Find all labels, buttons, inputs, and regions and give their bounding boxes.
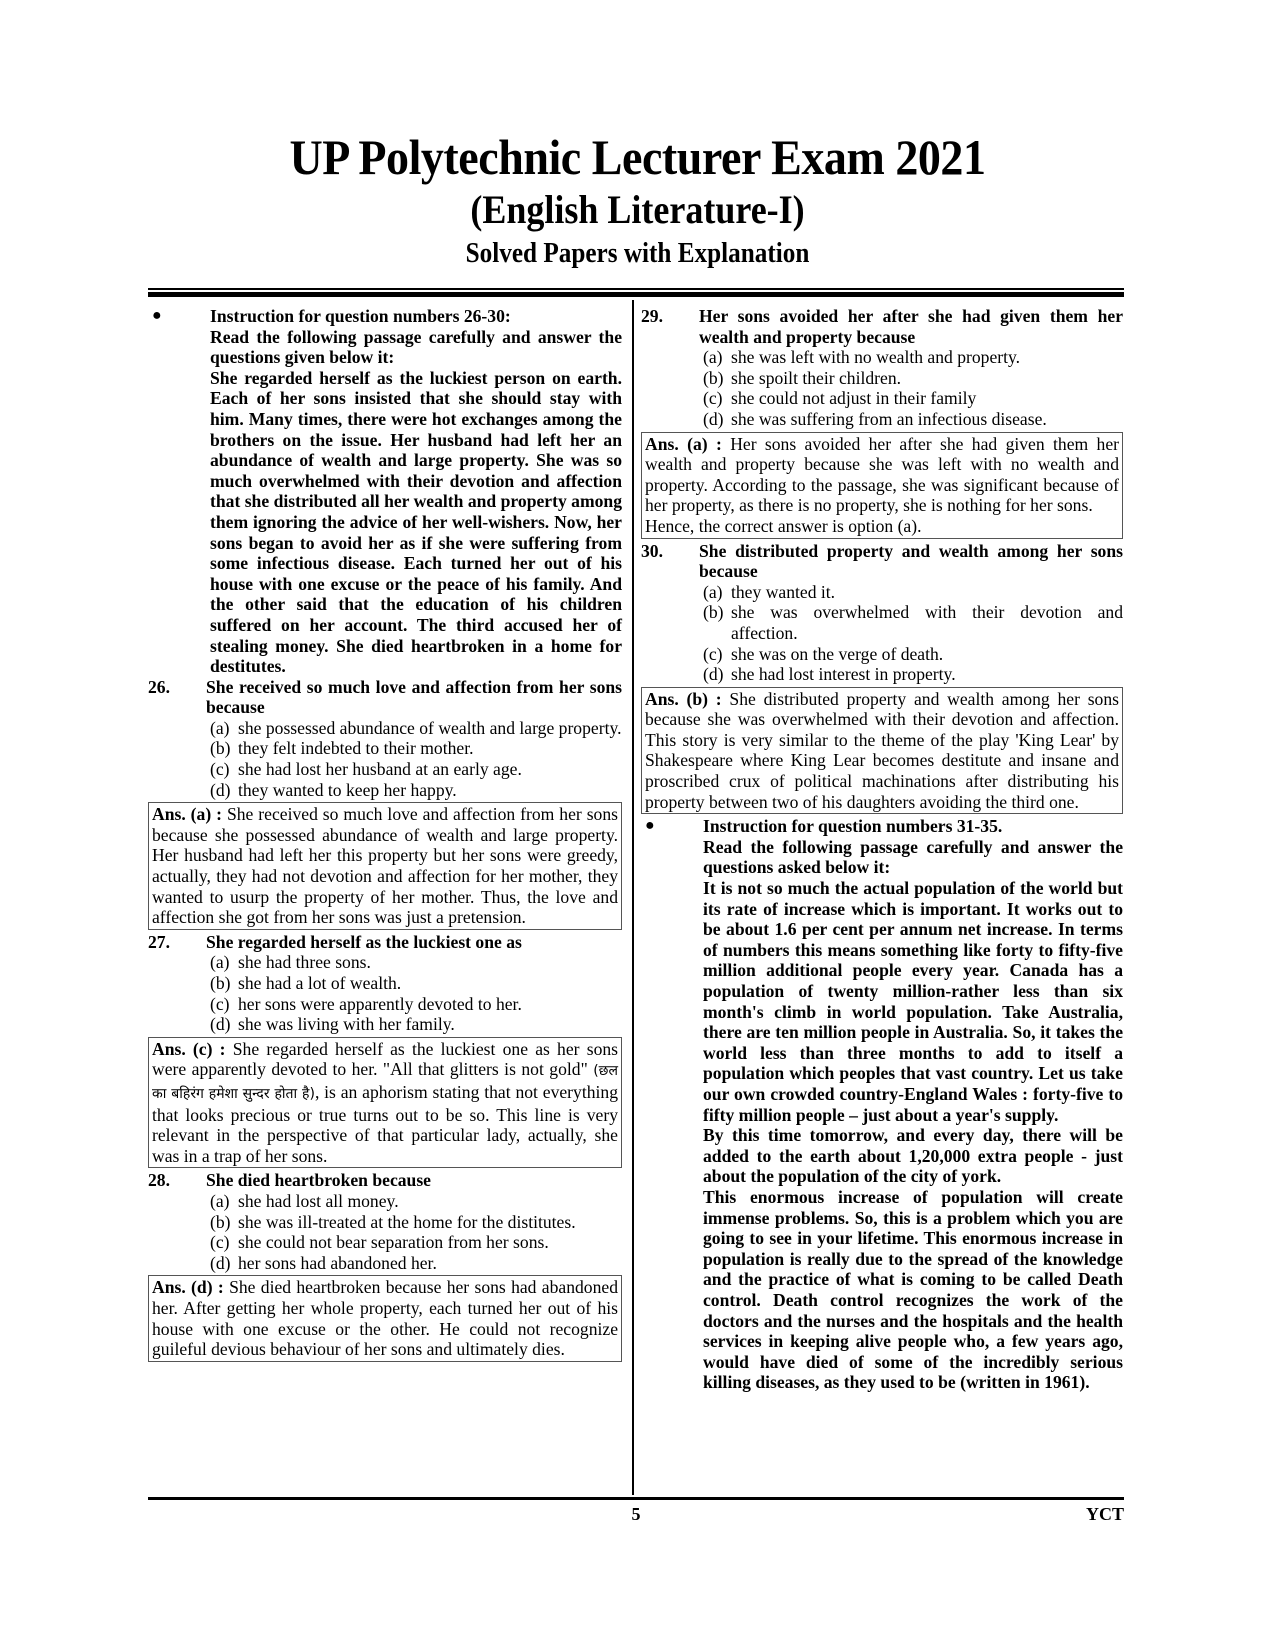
bullet-icon: ● [152, 307, 162, 324]
bullet-icon: ● [645, 817, 655, 835]
option-text: she had lost her husband at an early age. [238, 759, 522, 780]
option-key: (d) [210, 779, 231, 800]
answer-label: Ans. (a) : [645, 433, 722, 454]
option-key: (d) [703, 664, 724, 685]
option-a [641, 582, 1123, 603]
footer-rule [148, 1497, 1124, 1500]
option-b [148, 1212, 622, 1233]
column-divider [632, 300, 634, 1495]
answer-text: Her sons avoided her after she had given them her wealth and property because she was left with no wealth and property. According to the passage, she was significant because of her property, as there is no property, she is nothing for her sons. [645, 433, 1120, 516]
option-text: she had lost interest in property. [731, 664, 956, 685]
option-text: her sons were apparently devoted to her. [238, 993, 522, 1014]
option-text: she could not adjust in their family [731, 388, 977, 409]
option-a [148, 1191, 622, 1212]
header-rule [148, 288, 1124, 298]
page-footer [148, 1504, 1124, 1534]
option-a [148, 952, 622, 973]
passage-1 [148, 306, 622, 677]
option-key: (a) [210, 952, 230, 973]
answer-text: She received so much love and affection from her sons because she possessed abundance of wealth and large property. Her husband had left her this property but her sons were greedy, actually, they had not devotion and affection for her mother, they wanted to usurp the property of her mother. Thus, the love and affection she got from her sons was just a pretension. [152, 804, 618, 928]
option-c [148, 1232, 622, 1253]
passage-2-paragraph: This enormous increase of population will create immense problems. So, this is a problem which you are going to see in your lifetime. This enormous increase in population is really due to the spread of the knowledge and the practice of what is coming to be called Death control. Death control recognizes the work of the doctors and the nurses and the hospitals and the health services in keeping alive people who, a few years ago, would have died of some of the incredibly serious killing diseases, as they used to be (written in 1961). [703, 1186, 1123, 1393]
option-text: she could not bear separation from her sons. [238, 1232, 549, 1253]
question-29 [641, 306, 1123, 539]
option-c [641, 388, 1123, 409]
answer-text: She regarded herself as the luckiest one as her sons were apparently devoted to her. "All that glitters is not gold" [152, 1038, 619, 1080]
option-text: they felt indebted to their mother. [238, 738, 474, 759]
option-key: (b) [210, 1211, 231, 1232]
option-key: (c) [210, 759, 230, 780]
option-key: (a) [703, 581, 723, 602]
passage-2 [641, 816, 1123, 1393]
answer-box [148, 1275, 622, 1361]
passage-1-instruction: Instruction for question numbers 26-30: [210, 306, 511, 326]
page-tagline: Solved Papers with Explanation [465, 238, 810, 269]
option-key: (a) [210, 1190, 230, 1211]
option-b [148, 973, 622, 994]
question-number: 26. [148, 676, 170, 697]
option-key: (a) [703, 347, 723, 368]
question-number: 30. [641, 540, 663, 561]
option-key: (b) [210, 738, 231, 759]
option-text: she was suffering from an infectious disease. [731, 408, 1047, 429]
header-rule-thick [148, 292, 1124, 297]
option-key: (c) [703, 643, 723, 664]
page-number: 5 [631, 1504, 641, 1524]
answer-hindi-text: (छल का बहिरंग हमेशा सुन्दर होता है) [152, 1063, 618, 1102]
option-c [641, 644, 1123, 665]
option-c [148, 994, 622, 1015]
option-text: she was ill-treated at the home for the distitutes. [238, 1211, 576, 1232]
answer-box [148, 802, 622, 930]
option-d [641, 409, 1123, 430]
option-b [641, 368, 1123, 389]
option-key: (c) [210, 1232, 230, 1253]
option-text: she possessed abundance of wealth and large property. [238, 717, 622, 738]
option-key: (b) [703, 367, 724, 388]
option-key: (b) [703, 602, 724, 623]
option-text: she was living with her family. [238, 1014, 455, 1035]
option-text: she was left with no wealth and property. [731, 347, 1021, 368]
answer-text-continued: , is an aphorism stating that not everything that looks precious or true turns out to be so. This line is very relevant in the perspective of that particular lady, actually, she was in a trap of her sons. [152, 1081, 618, 1166]
option-d [148, 1253, 622, 1274]
page-title: UP Polytechnic Lecturer Exam 2021 [289, 129, 986, 185]
answer-text: She distributed property and wealth among her sons because she was overwhelmed with their devotion and affection. This story is very similar to the theme of the play 'King Lear' by Shakespeare where King Lear becomes destitute and insane and proscribed crux of political machinations after distributing his property between two of his daughters avoiding the third one. [645, 688, 1119, 812]
option-d [148, 1014, 622, 1035]
answer-label: Ans. (b) : [645, 688, 722, 709]
passage-2-instruction: Instruction for question numbers 31-35. [703, 816, 1003, 837]
option-key: (d) [703, 408, 724, 429]
question-30 [641, 541, 1123, 815]
answer-box [148, 1037, 622, 1169]
option-key: (a) [210, 717, 230, 738]
question-text: She received so much love and affection from her sons because [206, 676, 622, 718]
option-key: (d) [210, 1252, 231, 1273]
answer-label: Ans. (a) : [152, 804, 222, 825]
option-key: (d) [210, 1014, 231, 1035]
question-number: 29. [641, 306, 663, 326]
option-text: she was on the verge of death. [731, 643, 944, 664]
question-text: She died heartbroken because [206, 1170, 431, 1191]
question-text: She distributed property and wealth among her sons because [699, 540, 1123, 582]
option-key: (c) [210, 993, 230, 1014]
passage-2-directive: Read the following passage carefully and answer the questions asked below it: [703, 836, 1123, 878]
question-number: 28. [148, 1170, 170, 1191]
page-header [0, 128, 1275, 272]
option-text: she had lost all money. [238, 1190, 399, 1211]
question-text: Her sons avoided her after she had given them her wealth and property because [699, 306, 1123, 347]
option-text: her sons had abandoned her. [238, 1252, 437, 1273]
option-d [641, 664, 1123, 685]
publisher-brand: YCT [1085, 1504, 1124, 1524]
question-text: She regarded herself as the luckiest one as [206, 931, 522, 952]
page-subtitle: (English Literature-I) [470, 187, 805, 232]
option-text: they wanted it. [731, 581, 836, 602]
option-text: she had a lot of wealth. [238, 973, 402, 993]
option-a [641, 347, 1123, 368]
question-26 [148, 677, 622, 930]
answer-text: She died heartbroken because her sons had abandoned her. After getting her whole property, each turned her out of his house with one excuse or the other. He could not recognize guileful devious behaviour of her sons and ultimately dies. [152, 1277, 618, 1360]
option-text: they wanted to keep her happy. [238, 779, 457, 800]
option-d [148, 780, 622, 801]
question-number: 27. [148, 931, 170, 952]
question-28 [148, 1170, 622, 1361]
passage-2-paragraph: It is not so much the actual population of the world but its rate of increase which is important. It works out to be about 1.6 per cent per annum net increase. In terms of numbers this means something like forty to fifty-five million additional people every year. Canada has a population of twenty million-rather less than six month's climb in world population. Take Australia, there are ten million people in Australia. So, it takes the world less than three months to add to itself a population which peoples that vast country. Let us take our own crowded country-England Wales : forty-five to fifty million people – just about a year's supply. [703, 878, 1123, 1125]
option-a [148, 718, 622, 739]
right-column [641, 306, 1123, 1393]
option-text: she had three sons. [238, 952, 371, 973]
option-b [641, 602, 1123, 643]
header-rule-thin [148, 288, 1124, 290]
answer-label: Ans. (d) : [152, 1277, 224, 1298]
answer-label: Ans. (c) : [152, 1038, 226, 1059]
answer-box [641, 432, 1123, 539]
option-c [148, 759, 622, 780]
question-27 [148, 932, 622, 1169]
passage-1-text: She regarded herself as the luckiest person on earth. Each of her sons insisted that she should stay with him. Many times, there were hot exchanges among the brothers on the issue. Her husband had left her an abundance of wealth and large property. She was so much overwhelmed with their devotion and affection that she distributed all her wealth and property among them ignoring the advice of her well-wishers. Now, her sons began to avoid her as if she were suffering from some infectious disease. Each turned her out of his house with one excuse or the peace of his family. And the other said that the education of his children suffered on her account. The third accused her of stealing money. She died heartbroken in a home for destitutes. [210, 367, 622, 677]
option-key: (b) [210, 973, 231, 993]
option-b [148, 738, 622, 759]
answer-conclusion: Hence, the correct answer is option (a). [645, 515, 922, 536]
option-text: she was overwhelmed with their devotion and affection. [731, 602, 1123, 643]
left-column [148, 306, 622, 1364]
passage-2-paragraph: By this time tomorrow, and every day, there will be added to the earth about 1,20,000 extra people - just about the population of the city of york. [703, 1125, 1123, 1187]
passage-1-directive: Read the following passage carefully and answer the questions given below it: [210, 326, 622, 368]
option-key: (c) [703, 388, 723, 409]
answer-box [641, 687, 1123, 815]
option-text: she spoilt their children. [731, 367, 902, 388]
